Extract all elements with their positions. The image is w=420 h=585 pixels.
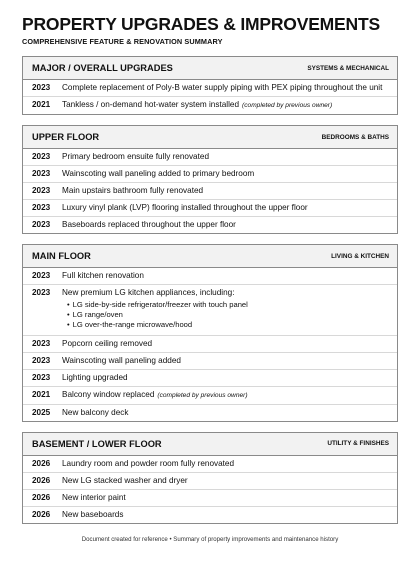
list-item bbox=[23, 456, 397, 473]
section-tag: SYSTEMS & MECHANICAL bbox=[307, 64, 389, 72]
item-text: Wainscoting wall paneling added to primary bedroom bbox=[62, 169, 255, 178]
item-text: Tankless / on-demand hot-water system installed bbox=[62, 100, 240, 109]
item-desc bbox=[62, 390, 248, 401]
item-text: Popcorn ceiling removed bbox=[62, 338, 153, 348]
item-year: 2023 bbox=[32, 220, 51, 229]
section-upper-floor bbox=[22, 125, 398, 234]
item-year: 2023 bbox=[32, 186, 51, 195]
item-text: New interior paint bbox=[62, 492, 126, 502]
list-item bbox=[23, 370, 397, 387]
section-header bbox=[23, 126, 397, 149]
list-item bbox=[23, 285, 397, 336]
section-title: BASEMENT / LOWER FLOOR bbox=[32, 438, 162, 449]
list-item bbox=[23, 507, 397, 523]
item-text: New balcony deck bbox=[62, 407, 129, 417]
item-text: Primary bedroom ensuite fully renovated bbox=[62, 152, 209, 161]
section-major-upgrades bbox=[22, 56, 398, 115]
list-item bbox=[23, 405, 397, 421]
item-desc bbox=[62, 100, 332, 111]
item-text: Baseboards replaced throughout the upper floor bbox=[62, 220, 236, 229]
item-year: 2023 bbox=[32, 338, 51, 348]
section-tag: BEDROOMS & BATHS bbox=[321, 133, 389, 141]
bullet-item: • LG range/oven bbox=[67, 310, 248, 320]
list-item bbox=[23, 166, 397, 183]
item-year: 2023 bbox=[32, 355, 51, 365]
item-year: 2023 bbox=[32, 271, 51, 280]
item-year: 2021 bbox=[32, 100, 51, 109]
list-item bbox=[23, 217, 397, 233]
list-item bbox=[23, 387, 397, 405]
item-year: 2023 bbox=[32, 152, 51, 161]
list-item bbox=[23, 490, 397, 507]
item-text: Lighting upgraded bbox=[62, 372, 128, 382]
section-tag: UTILITY & FINISHES bbox=[327, 440, 389, 448]
item-year: 2023 bbox=[32, 83, 51, 92]
item-year: 2026 bbox=[32, 458, 51, 468]
list-item bbox=[23, 183, 397, 200]
item-year: 2026 bbox=[32, 492, 51, 502]
item-year: 2021 bbox=[32, 389, 51, 399]
item-text: Luxury vinyl plank (LVP) flooring installed throughout the upper floor bbox=[62, 203, 308, 212]
item-note: (completed by previous owner) bbox=[157, 391, 248, 399]
list-item bbox=[23, 80, 397, 97]
item-text: Wainscoting wall paneling added bbox=[62, 355, 181, 365]
list-item bbox=[23, 353, 397, 370]
list-item bbox=[23, 473, 397, 490]
item-year: 2023 bbox=[32, 169, 51, 178]
item-text: Main upstairs bathroom fully renovated bbox=[62, 186, 204, 195]
list-item bbox=[23, 149, 397, 166]
section-main-floor bbox=[22, 244, 398, 422]
item-text: New LG stacked washer and dryer bbox=[62, 475, 188, 485]
list-item bbox=[23, 97, 397, 114]
item-text: New baseboards bbox=[62, 509, 124, 519]
item-text: Balcony window replaced bbox=[62, 389, 155, 399]
item-text: New premium LG kitchen appliances, including: bbox=[62, 288, 235, 297]
section-title: MAJOR / OVERALL UPGRADES bbox=[32, 63, 173, 73]
section-title: UPPER FLOOR bbox=[32, 132, 100, 142]
item-year: 2023 bbox=[32, 372, 51, 382]
section-tag: LIVING & KITCHEN bbox=[331, 252, 389, 260]
list-item bbox=[23, 268, 397, 285]
item-text: Full kitchen renovation bbox=[62, 271, 144, 280]
bullet-item: • LG side-by-side refrigerator/freezer with touch panel bbox=[67, 300, 248, 310]
list-item bbox=[23, 336, 397, 353]
item-year: 2023 bbox=[32, 288, 51, 297]
document-footer: Document created for reference • Summary of property improvements and maintenance history bbox=[81, 535, 339, 543]
item-year: 2023 bbox=[32, 203, 51, 212]
item-note: (completed by previous owner) bbox=[242, 102, 333, 109]
item-text: Complete replacement of Poly-B water supply piping with PEX piping throughout the unit bbox=[62, 83, 383, 92]
bullet-item: • LG over-the-range microwave/hood bbox=[67, 320, 248, 330]
item-text: Laundry room and powder room fully renovated bbox=[62, 458, 235, 468]
item-year: 2026 bbox=[32, 509, 51, 519]
section-header bbox=[23, 433, 397, 456]
section-title: MAIN FLOOR bbox=[32, 251, 91, 261]
section-header bbox=[23, 57, 397, 80]
page-subtitle: COMPREHENSIVE FEATURE & RENOVATION SUMMARY bbox=[22, 37, 223, 46]
item-desc bbox=[62, 288, 248, 331]
item-year: 2026 bbox=[32, 475, 51, 485]
item-year: 2025 bbox=[32, 407, 51, 417]
section-header bbox=[23, 245, 397, 268]
list-item bbox=[23, 200, 397, 217]
page-title: PROPERTY UPGRADES & IMPROVEMENTS bbox=[22, 14, 380, 34]
appliance-list bbox=[62, 300, 248, 331]
section-basement bbox=[22, 432, 398, 524]
